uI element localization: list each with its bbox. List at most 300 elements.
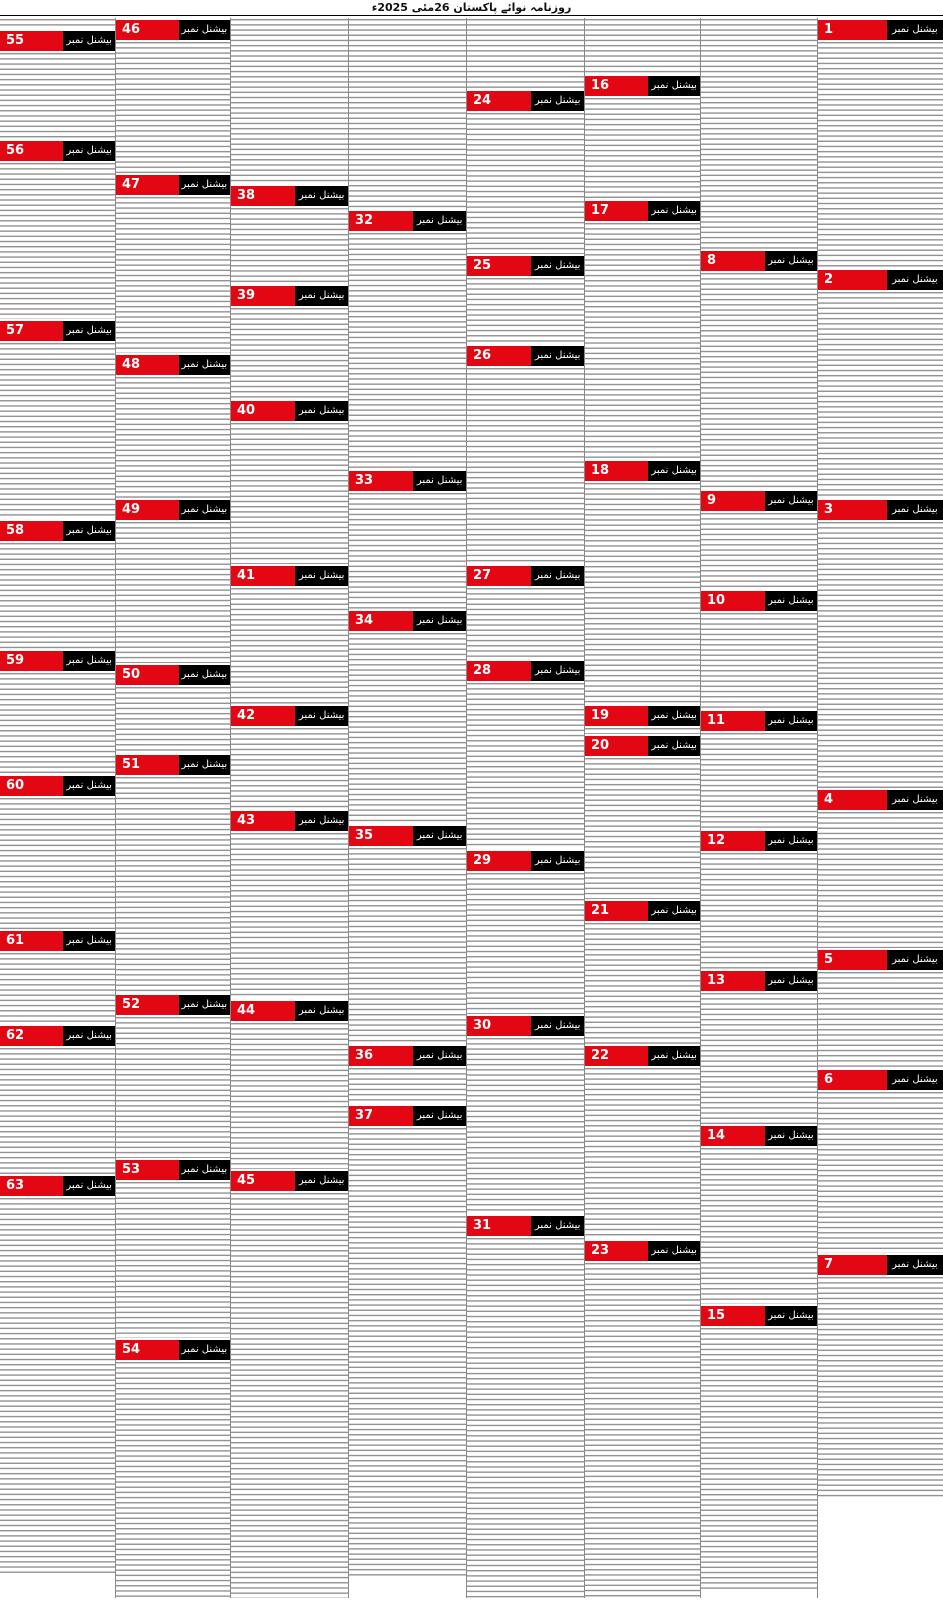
column-2 [700,18,817,1598]
news-item-header [116,20,230,40]
news-item-header [701,491,817,511]
news-item-number: 6 [818,1070,887,1090]
news-item [585,901,700,1044]
news-item-header [818,270,943,290]
news-item-label: بیشنل نمبر [179,995,230,1015]
news-item-label: بیشنل نمبر [295,1001,348,1021]
news-item [467,566,584,659]
news-item [818,20,943,268]
news-item-header [349,1046,466,1066]
news-item [231,19,348,184]
news-item-body [231,588,348,704]
news-item [0,651,115,774]
news-item-body [701,19,817,249]
news-item-body [231,208,348,284]
news-item-label: بیشنل نمبر [887,950,943,970]
news-item [467,91,584,254]
news-item-label: بیشنل نمبر [179,20,230,40]
news-item-body [701,613,817,709]
news-item-header [231,286,348,306]
news-item-label: بیشنل نمبر [179,500,230,520]
news-item-number: 50 [116,665,179,685]
news-item [116,665,230,753]
news-item-body [231,833,348,999]
news-item-header [818,950,943,970]
news-item [0,776,115,929]
news-item-header [116,1340,230,1360]
news-item-header [0,1176,115,1196]
news-item-number: 59 [0,651,63,671]
news-item-label: بیشنل نمبر [179,175,230,195]
news-item-body [467,19,584,89]
column-1 [817,18,943,1598]
news-item-body [467,588,584,659]
news-item [585,76,700,199]
news-item-number: 29 [467,851,531,871]
column-6 [230,18,348,1598]
news-item-header [0,141,115,161]
news-item-number: 27 [467,566,531,586]
news-item-label: بیشنل نمبر [765,1126,817,1146]
news-item-number: 12 [701,831,765,851]
news-item-number: 20 [585,736,648,756]
news-item-number: 19 [585,706,648,726]
news-item-header [467,851,584,871]
news-item-label: بیشنل نمبر [887,1255,943,1275]
news-item [467,256,584,344]
news-item-number: 16 [585,76,648,96]
news-item-number: 28 [467,661,531,681]
column-4 [466,18,584,1598]
news-item [467,346,584,564]
news-item [0,31,115,139]
news-item-number: 34 [349,611,413,631]
news-item [467,1016,584,1214]
news-item-body [116,377,230,498]
news-item-header [231,1171,348,1191]
news-item-body [0,673,115,774]
news-item-body [701,733,817,829]
news-item-number: 55 [0,31,63,51]
news-item [701,491,817,589]
news-item-body [701,993,817,1124]
news-item-number: 58 [0,521,63,541]
news-item-header [0,931,115,951]
news-item-header [467,1016,584,1036]
news-item-header [231,401,348,421]
news-item-header [701,831,817,851]
news-item-label: بیشنل نمبر [179,355,230,375]
news-item-number: 8 [701,251,765,271]
news-item-number: 49 [116,500,179,520]
news-item-number: 24 [467,91,531,111]
news-item [701,971,817,1124]
news-item-label: بیشنل نمبر [531,1216,584,1236]
news-item-number: 40 [231,401,295,421]
news-item-body [818,812,943,948]
news-item-body [116,1362,230,1598]
news-item-label: بیشنل نمبر [295,401,348,421]
news-item-header [116,995,230,1015]
news-item-body [231,1193,348,1598]
news-item-number: 62 [0,1026,63,1046]
news-item-body [818,972,943,1068]
news-item-body [585,19,700,74]
news-item-header [0,31,115,51]
news-item-body [0,1048,115,1174]
news-item [467,661,584,849]
news-item-number: 10 [701,591,765,611]
news-item-number: 5 [818,950,887,970]
news-item [701,19,817,249]
news-item [467,19,584,89]
news-item-label: بیشنل نمبر [765,971,817,991]
news-item-header [701,1306,817,1326]
news-item [116,20,230,173]
news-item-number: 54 [116,1340,179,1360]
news-item-label: بیشنل نمبر [63,31,115,51]
news-item-number: 32 [349,211,413,231]
news-item [231,186,348,284]
news-item [116,1340,230,1598]
news-item-body [0,19,115,29]
news-item-label: بیشنل نمبر [63,141,115,161]
news-item-body [116,522,230,663]
news-item-label: بیشنل نمبر [765,1306,817,1326]
news-item-label: بیشنل نمبر [887,1070,943,1090]
news-item-body [116,777,230,993]
news-item-body [585,923,700,1044]
news-item-header [231,811,348,831]
news-item-label: بیشنل نمبر [63,521,115,541]
news-item-number: 25 [467,256,531,276]
news-item [818,1070,943,1253]
news-item-number: 7 [818,1255,887,1275]
news-item-number: 41 [231,566,295,586]
news-item [701,251,817,489]
news-item [0,521,115,649]
news-item-body [0,1198,115,1574]
news-item-label: بیشنل نمبر [63,1176,115,1196]
news-item-number: 57 [0,321,63,341]
news-item-body [585,1263,700,1598]
news-item-label: بیشنل نمبر [648,76,700,96]
news-item-header [116,355,230,375]
news-item-number: 47 [116,175,179,195]
news-item-label: بیشنل نمبر [413,1106,466,1126]
news-item-body [116,42,230,173]
news-item-label: بیشنل نمبر [765,831,817,851]
news-item-header [0,1026,115,1046]
news-item [701,831,817,969]
news-item [0,19,115,29]
news-item-body [0,798,115,929]
news-item-header [467,1216,584,1236]
news-item-body [467,1238,584,1598]
news-item-body [467,1038,584,1214]
news-item-body [585,1068,700,1239]
news-item-label: بیشنل نمبر [648,1046,700,1066]
news-item-body [467,368,584,564]
news-item-header [467,91,584,111]
news-item [585,736,700,899]
news-item [818,270,943,498]
news-item-body [349,1068,466,1104]
news-item [585,1241,700,1598]
news-item-header [467,566,584,586]
news-item [349,19,466,209]
news-item-header [349,471,466,491]
news-item-header [818,500,943,520]
news-item-number: 37 [349,1106,413,1126]
news-item-number: 56 [0,141,63,161]
news-item-header [585,76,700,96]
news-item-number: 4 [818,790,887,810]
news-item-body [585,223,700,459]
news-item-body [349,633,466,824]
news-item-label: بیشنل نمبر [531,851,584,871]
news-item-body [0,343,115,519]
news-item [701,711,817,829]
news-item-label: بیشنل نمبر [179,665,230,685]
news-item-label: بیشنل نمبر [63,776,115,796]
news-item-body [818,522,943,788]
news-item-body [585,483,700,704]
news-item-body [231,728,348,809]
news-item-label: بیشنل نمبر [295,286,348,306]
news-item-header [349,1106,466,1126]
news-item-header [467,256,584,276]
news-item-number: 36 [349,1046,413,1066]
news-item-number: 45 [231,1171,295,1191]
news-item [585,706,700,734]
news-item-header [0,321,115,341]
news-item-label: بیشنل نمبر [887,270,943,290]
news-item [231,1001,348,1169]
news-item-number: 22 [585,1046,648,1066]
news-item-label: بیشنل نمبر [295,566,348,586]
news-item-header [818,1070,943,1090]
news-item [231,706,348,809]
news-item [349,611,466,824]
news-item-body [701,273,817,489]
news-item-body [701,1328,817,1589]
news-item-body [818,1092,943,1253]
news-item-body [818,1277,943,1498]
news-item [818,950,943,1068]
news-item-label: بیشنل نمبر [413,211,466,231]
news-item-header [467,346,584,366]
news-item-number: 53 [116,1160,179,1180]
news-item-label: بیشنل نمبر [295,811,348,831]
news-item-body [349,233,466,469]
news-item [585,461,700,704]
news-item-body [231,19,348,184]
news-item-body [701,853,817,969]
news-item-body [116,1182,230,1338]
news-item-number: 14 [701,1126,765,1146]
news-item-number: 33 [349,471,413,491]
news-item-number: 2 [818,270,887,290]
news-item-label: بیشنل نمبر [648,736,700,756]
news-item-number: 3 [818,500,887,520]
news-item-label: بیشنل نمبر [413,471,466,491]
news-item-body [349,19,466,209]
news-item-label: بیشنل نمبر [295,186,348,206]
news-item-body [0,163,115,319]
news-item-label: بیشنل نمبر [63,321,115,341]
news-item-header [231,566,348,586]
news-item-body [0,53,115,139]
news-item [231,811,348,999]
news-item [585,1046,700,1239]
news-item-label: بیشنل نمبر [179,755,230,775]
news-item-label: بیشنل نمبر [648,461,700,481]
news-item-body [0,543,115,649]
news-item-body [585,728,700,734]
news-item [0,1176,115,1574]
news-item-header [0,776,115,796]
news-item-number: 11 [701,711,765,731]
news-item-body [818,42,943,268]
news-item-body [467,113,584,254]
column-3 [584,18,700,1598]
news-item-label: بیشنل نمبر [531,1016,584,1036]
news-item-number: 18 [585,461,648,481]
news-item [116,995,230,1158]
news-item-header [349,611,466,631]
news-item-number: 39 [231,286,295,306]
news-item-body [116,1017,230,1158]
news-item-number: 44 [231,1001,295,1021]
news-item-number: 17 [585,201,648,221]
news-item-header [585,201,700,221]
news-item-label: بیشنل نمبر [413,611,466,631]
news-item-header [818,790,943,810]
news-item [0,321,115,519]
column-8 [0,18,115,1598]
news-item-number: 31 [467,1216,531,1236]
news-item-header [585,1241,700,1261]
news-item-label: بیشنل نمبر [295,1171,348,1191]
news-item-header [116,665,230,685]
news-item-label: بیشنل نمبر [887,20,943,40]
news-item-header [467,661,584,681]
news-item-number: 52 [116,995,179,1015]
news-item-number: 42 [231,706,295,726]
news-item-label: بیشنل نمبر [413,1046,466,1066]
news-item-number: 23 [585,1241,648,1261]
news-item-header [349,211,466,231]
news-item-label: بیشنل نمبر [648,1241,700,1261]
news-item [701,1126,817,1304]
news-item-label: بیشنل نمبر [531,566,584,586]
news-item-header [231,706,348,726]
news-item-body [585,98,700,199]
news-item-header [231,186,348,206]
news-item-label: بیشنل نمبر [765,251,817,271]
news-item-label: بیشنل نمبر [63,651,115,671]
news-item-number: 60 [0,776,63,796]
news-item-header [0,651,115,671]
news-item-header [701,711,817,731]
news-item-body [349,493,466,609]
news-item-label: بیشنل نمبر [295,706,348,726]
news-item-label: بیشنل نمبر [531,256,584,276]
news-item-label: بیشنل نمبر [648,706,700,726]
news-item-body [349,1128,466,1579]
news-item-body [0,953,115,1024]
news-item-header [701,591,817,611]
news-item-number: 15 [701,1306,765,1326]
masthead: روزنامہ نوائے پاکستان 26مئی 2025ء [0,0,943,16]
news-item [467,1216,584,1598]
news-item-number: 13 [701,971,765,991]
news-item [231,1171,348,1598]
news-item-body [231,423,348,564]
news-item-body [349,848,466,1044]
news-item [116,500,230,663]
news-item-body [231,308,348,399]
news-item-number: 30 [467,1016,531,1036]
news-item-number: 61 [0,931,63,951]
news-item-header [116,500,230,520]
news-item [349,471,466,609]
news-item-number: 21 [585,901,648,921]
news-item-body [116,197,230,353]
news-item-header [116,755,230,775]
news-item-header [116,1160,230,1180]
news-item-label: بیشنل نمبر [531,661,584,681]
news-item-number: 43 [231,811,295,831]
news-item-body [701,513,817,589]
news-item [818,1255,943,1498]
news-item [467,851,584,1014]
news-item-number: 48 [116,355,179,375]
news-item-header [818,1255,943,1275]
news-item-label: بیشنل نمبر [765,711,817,731]
news-item-label: بیشنل نمبر [179,1340,230,1360]
news-item-body [818,292,943,498]
news-item-body [467,683,584,849]
news-item [116,1160,230,1338]
news-item [701,591,817,709]
news-item-label: بیشنل نمبر [63,1026,115,1046]
news-item-header [701,1126,817,1146]
news-item [818,790,943,948]
news-item-header [818,20,943,40]
news-item-header [585,736,700,756]
column-7 [115,18,230,1598]
news-item-label: بیشنل نمبر [648,201,700,221]
news-item [0,141,115,319]
news-item [116,175,230,353]
news-item [0,1026,115,1174]
news-item [349,211,466,469]
news-item [231,566,348,704]
news-item-number: 35 [349,826,413,846]
news-item-body [701,1148,817,1304]
news-item-number: 51 [116,755,179,775]
news-item [349,1046,466,1104]
news-item [585,201,700,459]
news-item-number: 46 [116,20,179,40]
news-item [701,1306,817,1589]
news-item [116,755,230,993]
news-item-number: 1 [818,20,887,40]
column-5 [348,18,466,1598]
news-item-label: بیشنل نمبر [531,91,584,111]
